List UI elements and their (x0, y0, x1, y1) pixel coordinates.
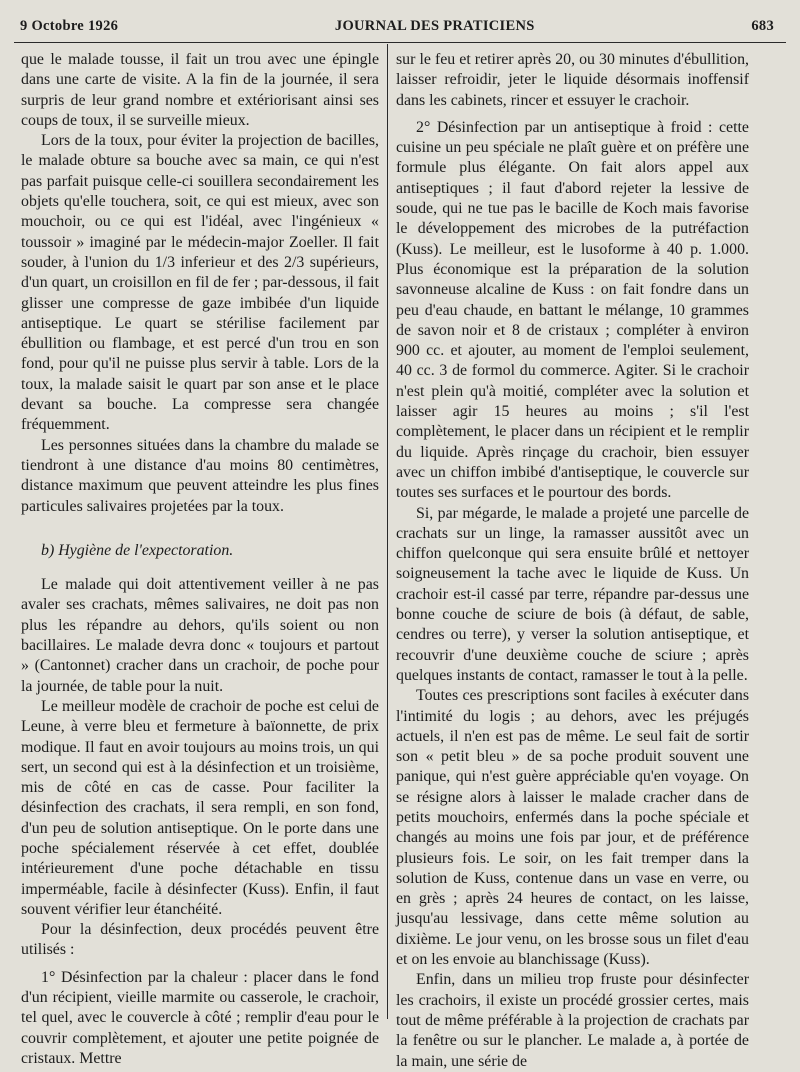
paragraph: 2° Désinfection par un antiseptique à froid : cette cuisine un peu spéciale ne plaît guère et on préfère une formule plus élégante. On fait alors appel aux antiseptiques ; il faut d'abord rejeter la lessive de soude, qui ne tue pas le bacille de Koch mais favorise le développement des microbes de la putréfaction (Kuss). Le meilleur, est le lusoforme à 40 p. 1.000. Plus économique est la préparation de la solution savonneuse alcaline de Kuss : on fait fondre dans un peu d'eau chaude, en battant le mélange, 10 grammes de savon noir et 8 de cristaux ; compléter à environ 900 cc. et ajouter, au moment de l'emploi seulement, 40 cc. 3 de formol du commerce. Agiter. Si le crachoir n'est plein qu'à moitié, compléter avec la solution et laisser agir 15 heures au moins ; s'il l'est complètement, le placer dans un récipient et le remplir du liquide. Après rinçage du crachoir, bien essuyer avec un chiffon imbibé d'antiseptique, le couvercle sur toutes ses surfaces et le pourtour des bords. (396, 118, 749, 502)
paragraph: Enfin, dans un milieu trop fruste pour désinfecter les crachoirs, il existe un procédé grossier certes, mais tout de même préférable à la projection de crachats par la fenêtre ou sur le plancher. Le malade a, à portée de la main, une série de (396, 971, 749, 1070)
section-heading: b) Hygiène de l'expectoration. (41, 541, 234, 559)
paragraph: que le malade tousse, il fait un trou avec une épingle dans une carte de visite. A la fin de la journée, il sera surpris de leur grand nombre et extériorisant ainsi ses coups de toux, il se surveille mieux. (21, 51, 379, 129)
header-date: 9 Octobre 1926 (20, 17, 119, 34)
paragraph: Toutes ces prescriptions sont faciles à exécuter dans l'intimité du logis ; au dehors, avec les préjugés actuels, il n'en est pas de même. Le seul fait de sortir son « petit bleu » de sa poche produit souvent une panique, qui n'est guère appréciable qu'en voyage. On se résigne alors à laisser le malade cracher dans de petits mouchoirs, enfermés dans la poche spéciale et changés au moins une fois par jour, et de préférence plusieurs fois. Le soir, on les fait tremper dans la solution de Kuss, contenue dans un vase en verre, ou en grès ; après 24 heures de contact, on les laisse, jusqu'au lessivage, dans cette même solution au dixième. Le jour venu, on les brosse sous un filet d'eau et on les envoie au blanchissage (Kuss). (396, 687, 749, 969)
header-divider (14, 42, 786, 43)
page-header (20, 12, 774, 40)
paragraph: Le malade qui doit attentivement veiller à ne pas avaler ses crachats, mêmes salivaires, ne doit pas non plus les répandre au dehors, qu'ils soient ou non bacillaires. Le malade devra donc « toujours et partout » (Cantonnet) cracher dans un crachoir, de poche pour la journée, de table pour la nuit. (21, 576, 379, 695)
header-page-number: 683 (751, 17, 774, 34)
paragraph: Si, par mégarde, le malade a projeté une parcelle de crachats sur un linge, la ramasser aussitôt avec un chiffon quelconque qui sera ensuite brûlé et nettoyer soigneusement la tache avec le liquide de Kuss. Un crachoir est-il cassé par terre, répandre par-dessus une bonne couche de sciure de bois (à défaut, de sable, cendres ou terre), y verser la solution antiseptique, et recouvrir d'une deuxième couche de sciure ; après quelques instants de contact, ramasser le tout à la pelle. (396, 504, 749, 684)
paragraph: sur le feu et retirer après 20, ou 30 minutes d'ébullition, laisser refroidir, jeter le liquide désormais inoffensif dans les cabinets, rincer et essuyer le crachoir. (396, 51, 749, 109)
paragraph: Lors de la toux, pour éviter la projection de bacilles, le malade obture sa bouche avec sa main, ce qui n'est pas parfait puisque celle-ci souillera secondairement les objets qu'elle touchera, soit, ce qui est mieux, avec son mouchoir, ou ce qui est l'idéal, avec l'ingénieux « toussoir » imaginé par le médecin-major Zoeller. Il fait souder, à l'union du 1/3 inferieur et des 2/3 supérieurs, d'un quart, un croisillon en fil de fer ; par-dessous, il fait glisser une compresse de gaze imbibée d'un liquide antiseptique. Le quart se stérilise facilement par ébullition ou flambage, et est percé d'un trou en son fond, pour qu'il ne puisse plus servir à table. Lors de la toux, la malade saisit le quart par son anse et le place devant sa bouche. La compresse sera changée fréquemment. (21, 132, 379, 434)
right-column (396, 50, 749, 1072)
header-journal-title: JOURNAL DES PRATICIENS (334, 17, 535, 34)
paragraph: Pour la désinfection, deux procédés peuvent être utilisés : (21, 921, 379, 959)
paragraph: 1° Désinfection par la chaleur : placer dans le fond d'un récipient, vieille marmite ou casserole, le crachoir, tel quel, avec le couvercle à côté ; remplir d'eau pour le couvrir complètement, et ajouter une petite poignée de cristaux. Mettre (21, 968, 379, 1067)
column-divider (387, 44, 388, 1019)
paragraph: Le meilleur modèle de crachoir de poche est celui de Leune, à verre bleu et fermeture à baïonnette, de prix modique. Il faut en avoir toujours au moins trois, un qui sert, un second qui est à la désinfection et un troisième, mis de côté en cas de casse. Pour faciliter la désinfection des crachats, il sera rempli, en son fond, d'un peu de solution antiseptique. On le porte dans une poche spécialement réservée à cet effet, doublée intérieurement d'une poche détachable en tissu imperméable, facile à désinfecter (Kuss). Enfin, il faut souvent vérifier leur étanchéité. (21, 697, 379, 918)
paragraph: Les personnes situées dans la chambre du malade se tiendront à une distance d'au moins 80 centimètres, distance maximum que peuvent atteindre les plus fines particules salivaires projetées par la toux. (21, 436, 379, 515)
left-column (21, 50, 379, 1069)
